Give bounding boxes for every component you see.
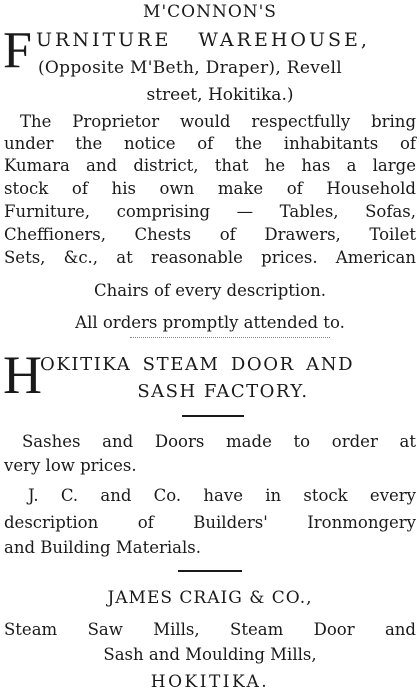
ad1-body-line: Kumara and district, that he has a large: [4, 156, 416, 175]
ad1-body-line: stock of his own make of Household: [4, 179, 416, 198]
ad1-body-line: Furniture, comprising — Tables, Sofas,: [4, 202, 416, 221]
drop-cap-h: H: [3, 345, 42, 405]
ad1-body-line: under the notice of the inhabitants of: [4, 134, 416, 153]
heading-rule: [182, 415, 244, 417]
ad1-body-line: The Proprietor would respectfully bring: [20, 112, 416, 131]
sash-factory-heading: SASH FACTORY.: [137, 381, 309, 402]
company-signature: JAMES CRAIG & CO.,: [107, 588, 313, 608]
section-divider: [130, 337, 330, 339]
ad1-body-line: Sets, &c., at reasonable prices. American: [4, 248, 416, 267]
advertiser-name: M'CONNON'S: [143, 2, 277, 22]
ad2-body-line: Sashes and Doors made to order at: [22, 432, 416, 451]
ad1-body-line-centered: Chairs of every description.: [93, 281, 327, 300]
ad1-body-line: Cheffioners, Chests of Drawers, Toilet: [4, 225, 416, 244]
company-business-line: Sash and Moulding Mills,: [103, 645, 317, 664]
address-line-1: (Opposite M'Beth, Draper), Revell: [38, 58, 342, 78]
ad2-body-line: J. C. and Co. have in stock every: [28, 486, 416, 505]
ad2-body-line: description of Builders' Ironmongery: [4, 513, 416, 532]
company-location: HOKITIKA.: [150, 672, 270, 692]
company-business-line: Steam Saw Mills, Steam Door and: [4, 620, 416, 639]
ad2-body-line: very low prices.: [4, 456, 137, 475]
furniture-warehouse-heading: URNITURE WAREHOUSE,: [36, 29, 370, 51]
steam-door-heading: OKITIKA STEAM DOOR AND: [40, 354, 355, 375]
drop-cap-f: F: [3, 22, 32, 79]
ad1-closing-line: All orders promptly attended to.: [75, 313, 345, 332]
address-line-2: street, Hokitika.): [146, 85, 294, 105]
signature-rule: [178, 570, 242, 572]
ad2-body-line: and Building Materials.: [4, 538, 201, 557]
